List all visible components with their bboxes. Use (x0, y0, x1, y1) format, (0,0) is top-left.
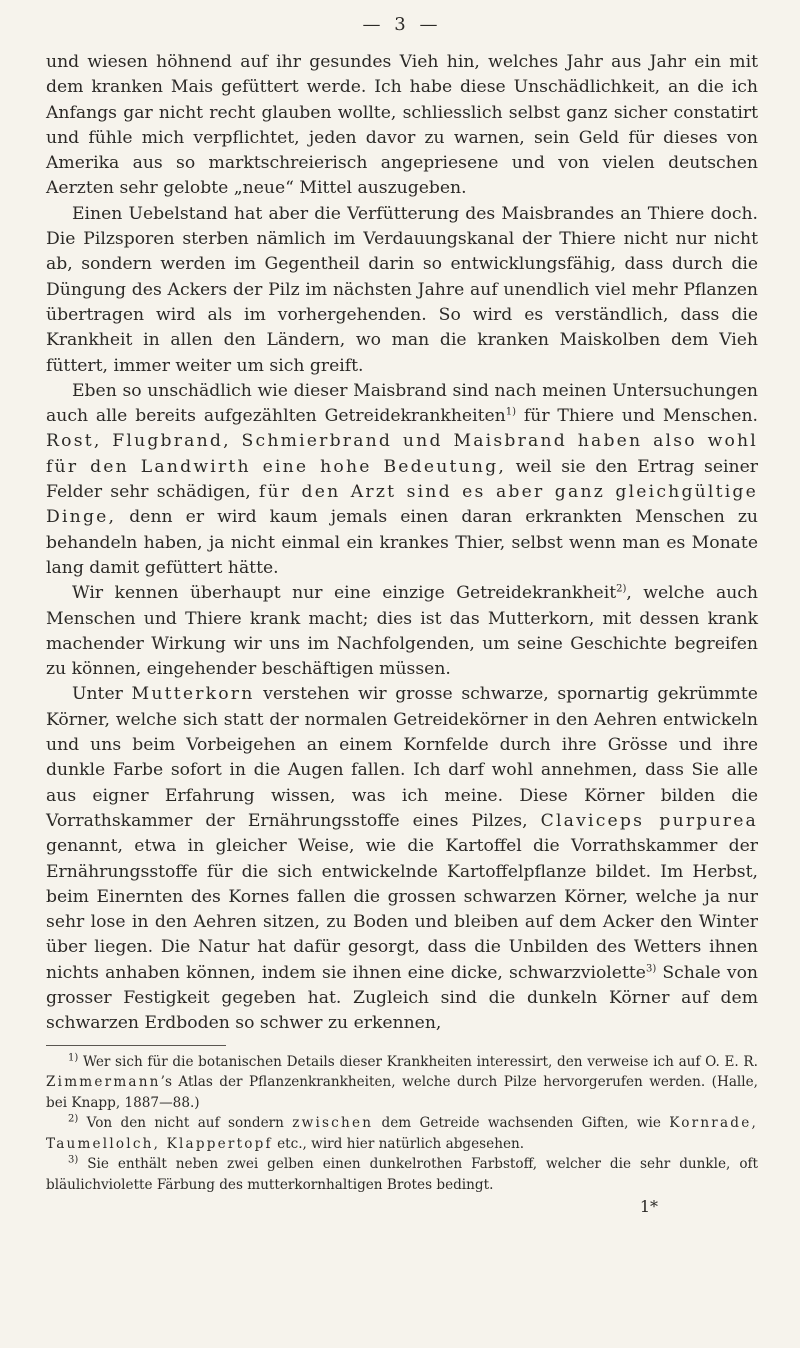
page-number: — 3 — (362, 14, 442, 35)
footnote-ref-3: 3) (645, 962, 657, 974)
footnote-1-spaced-name: Zimmermann (46, 1074, 161, 1091)
footnote-2-spaced-word: zwischen (292, 1115, 374, 1132)
paragraph-5-spaced-species: Claviceps purpurea (540, 810, 759, 831)
footnote-1-mark: 1) (68, 1052, 79, 1064)
footnote-2-mark: 2) (68, 1113, 79, 1125)
body-text (46, 50, 758, 1037)
document-page (46, 14, 758, 1216)
footnote-2-text-b: dem Getreide wachsenden Giften, wie (373, 1115, 670, 1132)
paragraph-4 (46, 581, 758, 682)
footnote-2-text-a: Von den nicht auf sondern (78, 1115, 293, 1132)
paragraph-3-spaced-emphasis-2: für den Arzt sind es aber ganz gleichgültige Dinge, (46, 482, 758, 528)
paragraph-4-text-a: Wir kennen überhaupt nur eine einzige Getreidekrankheit (72, 583, 617, 604)
footnote-2-spaced-plants: Kornrade, Taumellolch, Klappertopf (46, 1115, 758, 1152)
footnote-2-text-c: etc., wird hier natürlich abgesehen. (272, 1135, 525, 1152)
paragraph-3-text-c: weil sie den Ertrag seiner Felder sehr schädigen, (46, 456, 758, 503)
paragraph-4-text-b: , welche auch Menschen und Thiere krank macht; dies ist das Mutterkorn, mit dessen krank machender Wirkung wir uns im Nachfolgenden, um seine Geschichte begreifen zu können, eingehender beschäftigen müssen. (46, 583, 758, 680)
paragraph-5-text-d: Schale von grosser Festigkeit gegeben hat. Zugleich sind die dunkeln Körner auf dem schwarzen Erdboden so schwer zu erkennen, (46, 962, 758, 1034)
footnote-1 (46, 1052, 758, 1114)
printer-signature-mark: 1* (639, 1197, 658, 1217)
footnote-3 (46, 1154, 758, 1195)
footnote-1-text-b: ’s Atlas der Pflanzenkrankheiten, welche durch Pilze hervorgerufen werden. (Halle, bei Knapp, 1887—88.) (46, 1074, 758, 1111)
footnote-divider (46, 1045, 226, 1046)
footnotes (46, 1052, 758, 1196)
footnote-ref-2: 2) (616, 583, 627, 595)
paragraph-5 (46, 682, 758, 1036)
paragraph-5-text-c: genannt, etwa in gleicher Weise, wie die Kartoffel die Vorrathskammer der Ernährungsstoffe für die sich entwickelnde Kartoffelpflanze bildet. Im Herbst, beim Einernten des Kornes fallen die grossen schwarzen Körner, welche ja nur sehr lose in den Aehren sitzen, zu Boden und bleiben auf dem Acker den Winter über liegen. Die Natur hat dafür gesorgt, dass die Unbilden des Wetters ihnen nichts anhaben können, indem sie ihnen eine dicke, schwarzviolette (46, 836, 758, 983)
paragraph-5-text-b: verstehen wir grosse schwarze, spornartig gekrümmte Körner, welche sich statt der normalen Getreidekörner in den Aehren entwickeln und uns beim Vorbeigehen an einem Kornfelde durch ihre Grösse und ihre dunkle Farbe sofort in die Augen fallen. Ich darf wohl annehmen, dass Sie alle aus eigner Erfahrung wissen, was ich meine. Diese Körner bilden die Vorrathskammer der Ernährungsstoffe eines Pilzes, (46, 684, 758, 831)
paragraph-1: und wiesen höhnend auf ihr gesundes Vieh hin, welches Jahr aus Jahr ein mit dem kranken Mais gefüttert werde. Ich habe diese Unschädlichkeit, an die ich Anfangs gar nicht recht glauben wollte, schliesslich selbst ganz sicher constatirt und fühle mich verpflichtet, jeden davor zu warnen, sein Geld für dieses von Amerika aus so marktschreierisch angepriesene und von vielen deutschen Aerzten sehr gelobte „neue“ Mittel auszugeben. (46, 52, 758, 199)
paragraph-3-spaced-emphasis: Rost, Flugbrand, Schmierbrand und Maisbrand haben also wohl für den Landwirth eine hohe Bedeutung, (46, 431, 758, 477)
footnote-3-mark: 3) (68, 1154, 79, 1166)
paragraph-3-text-a: Eben so unschädlich wie dieser Maisbrand sind nach meinen Untersuchungen auch alle bereits aufgezählten Getreidekrankheiten (46, 380, 758, 427)
paragraph-3-text-d: denn er wird kaum jemals einen daran erkrankten Menschen zu behandeln haben, ja nicht einmal ein krankes Thier, selbst wenn man es Monate lang damit gefüttert hätte. (46, 507, 758, 578)
paragraph-3-text-b: für Thiere und Menschen. (516, 406, 758, 427)
paragraph-5-text-a: Unter (72, 684, 132, 705)
paragraph-2: Einen Uebelstand hat aber die Verfütterung des Maisbrandes an Thiere doch. Die Pilzsporen sterben nämlich im Verdauungskanal der Thiere nicht nur nicht ab, sondern werden im Gegentheil darin so entwicklungsfähig, dass durch die Düngung des Ackers der Pilz im nächsten Jahre auf unendlich viel mehr Pflanzen übertragen wird als im vorhergehenden. So wird es verständlich, dass die Krankheit in allen den Ländern, wo man die kranken Maiskolben dem Vieh füttert, immer weiter um sich greift. (46, 203, 758, 376)
paragraph-5-spaced-term: Mutterkorn (131, 684, 255, 705)
footnote-3-text-a: Sie enthält neben zwei gelben einen dunkelrothen Farbstoff, welcher die sehr dunkle, oft bläulichviolette Färbung des mutterkornhaltigen Brotes bedingt. (46, 1156, 758, 1193)
paragraph-3 (46, 379, 758, 581)
footnote-ref-1: 1) (505, 406, 517, 418)
footnote-1-text-a: Wer sich für die botanischen Details dieser Krankheiten interessirt, den verweise ich auf O. E. R. (78, 1053, 758, 1070)
footnote-2 (46, 1113, 758, 1154)
